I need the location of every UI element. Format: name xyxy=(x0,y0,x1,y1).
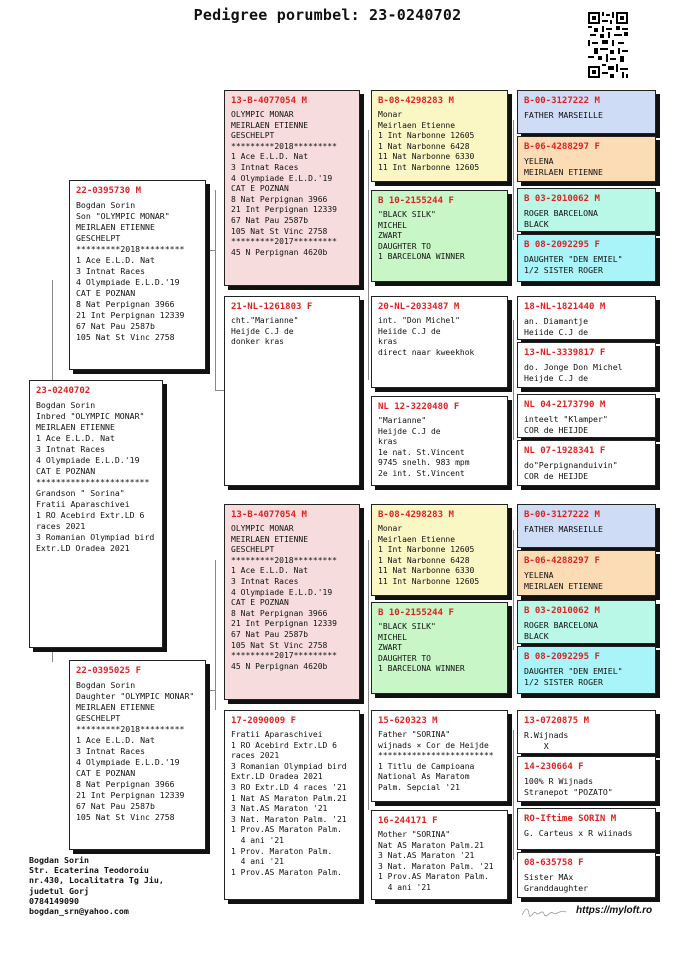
gen3-card[interactable] xyxy=(371,810,508,900)
ring-number: B 10-2155244 F xyxy=(378,608,454,618)
pedigree-notes: YELENA MEIRLAEN ETIENNE xyxy=(524,156,603,177)
pedigree-notes: DAUGHTER "DEN EMIEL" 1/2 SISTER ROGER xyxy=(524,666,623,687)
pedigree-notes: G. Carteus x R wiinads xyxy=(524,828,633,838)
pedigree-notes: do"Perpignanduivin" COR de HEIJDE xyxy=(524,460,618,481)
ring-number: 14-230664 F xyxy=(524,762,584,772)
website-link[interactable]: https://myloft.ro xyxy=(576,905,653,916)
connector-line xyxy=(215,190,216,390)
ring-number: 08-635758 F xyxy=(524,858,584,868)
pedigree-notes: Mother "SORINA" Nat AS Maraton Palm.21 3 Nat.AS Maraton '21 3 Nat. Maraton Palm. '21 1 Prov.AS Maraton Palm. 4 ani '21 xyxy=(378,830,494,892)
sire-card[interactable] xyxy=(69,180,206,370)
gen4-card[interactable] xyxy=(517,440,656,486)
connector-line xyxy=(368,540,369,810)
ring-number: 13-B-4077054 M xyxy=(231,96,307,106)
pedigree-notes: cht."Marianne" Heijde C.J de donker kras xyxy=(231,316,299,347)
pedigree-notes: do. Jonge Don Michel Heijde C.J de xyxy=(524,362,623,383)
pedigree-notes: YELENA MEIRLAEN ETIENNE xyxy=(524,570,603,591)
gen4-card[interactable] xyxy=(517,504,656,548)
connector-line xyxy=(207,250,215,251)
gen4-card[interactable] xyxy=(517,756,656,802)
subject-card[interactable] xyxy=(29,380,163,648)
gen3-card[interactable] xyxy=(371,504,508,596)
ring-number: 17-2090009 F xyxy=(231,716,297,726)
owner-contact: Bogdan Sorin Str. Ecaterina Teodoroiu nr.430, Localitatra Tg Jiu, judetul Gorj 0784149090 bogdan_srn@yahoo.com xyxy=(29,855,164,917)
gen4-card[interactable] xyxy=(517,90,656,134)
connector-line xyxy=(52,650,53,662)
gen2-card-dam-sire[interactable] xyxy=(224,504,360,700)
pedigree-notes: inteelt "Klamper" COR de HEIJDE xyxy=(524,414,608,435)
ring-number: 16-244171 F xyxy=(378,816,438,826)
pedigree-notes: int. "Don Michel" Heiide C.J de kras direct naar kweekhok xyxy=(378,316,475,357)
gen3-card[interactable] xyxy=(371,710,508,802)
ring-number: B-06-4288297 F xyxy=(524,556,600,566)
ring-number: 20-NL-2033487 M xyxy=(378,302,460,312)
ring-number: 13-NL-3339817 F xyxy=(524,348,606,358)
ring-number: 15-620323 M xyxy=(378,716,438,726)
pedigree-notes: Bogdan Sorin Son "OLYMPIC MONAR" MEIRLAEN ETIENNE GESCHELPT *********2018********* 1 Ace E.L.D. Nat 3 Intnat Races 4 Olympiade E.L.D.'19 CAT E POZNAN 8 Nat Perpignan 3966 21 Int Perpignan 12339 67 Nat Pau 2587b 105 Nat St Vinc 2758 xyxy=(76,200,185,342)
pedigree-notes: FATHER MARSEILLE xyxy=(524,524,603,534)
gen3-card[interactable] xyxy=(371,90,508,182)
gen4-card[interactable] xyxy=(517,136,656,182)
pedigree-notes: Monar Meirlaen Etienne 1 Int Narbonne 12605 1 Nat Narbonne 6428 11 Nat Narbonne 6330 11 Int Narbonne 12605 xyxy=(378,524,480,586)
pedigree-notes: Fratii Aparaschivei 1 RO Acebird Extr.LD 6 races 2021 3 Romanian Olympiad bird Extr.LD Oradea 2021 3 RO Extr.LD 4 races '21 1 Nat AS Maraton Palm.21 3 Nat.AS Maraton '21 3 Nat. Maraton Palm. '21 1 Prov.AS Maraton Palm. 4 ani '21 1 Prov. Maraton Palm. 4 ani '21 1 Prov.AS Maraton Palm. xyxy=(231,730,347,877)
gen4-card[interactable] xyxy=(517,808,656,850)
gen4-card[interactable] xyxy=(517,550,656,596)
ring-number: B-00-3127222 M xyxy=(524,510,600,520)
ring-number: B 03-2010062 M xyxy=(524,606,600,616)
ring-number: B 08-2092295 F xyxy=(524,240,600,250)
gen3-card[interactable] xyxy=(371,602,508,694)
ring-number: 23-0240702 xyxy=(36,386,91,396)
gen4-card[interactable] xyxy=(517,234,656,282)
pedigree-notes: "Marianne" Heijde C.J de kras 1e nat. St.Vincent 9745 snelh. 983 mpm 2e int. St.Vincent xyxy=(378,416,470,478)
pedigree-notes: FATHER MARSEILLE xyxy=(524,110,603,120)
connector-line xyxy=(513,120,514,240)
pedigree-notes: Bogdan Sorin Daughter "OLYMPIC MONAR" MEIRLAEN ETIENNE GESCHELPT *********2018********* 1 Ace E.L.D. Nat 3 Intnat Races 4 Olympiade E.L.D.'19 CAT E POZNAN 8 Nat Perpignan 3966 21 Int Perpignan 12339 67 Nat Pau 2587b 105 Nat St Vinc 2758 xyxy=(76,680,195,822)
connector-line xyxy=(52,280,53,382)
pedigree-notes: OLYMPIC MONAR MEIRLAEN ETIENNE GESCHELPT *********2018********* 1 Ace E.L.D. Nat 3 Intnat Races 4 Olympiade E.L.D.'19 CAT E POZNAN 8 Nat Perpignan 3966 21 Int Perpignan 12339 67 Nat Pau 2587b 105 Nat St Vinc 2758 *********2017********* 45 N Perpignan 4620b xyxy=(231,110,337,257)
gen4-card[interactable] xyxy=(517,646,656,694)
ring-number: 18-NL-1821440 M xyxy=(524,302,606,312)
connector-line xyxy=(513,320,514,440)
ring-number: B-00-3127222 M xyxy=(524,96,600,106)
connector-line xyxy=(513,530,514,650)
pedigree-notes: ROGER BARCELONA BLACK xyxy=(524,620,598,641)
gen4-card[interactable] xyxy=(517,600,656,644)
gen4-card[interactable] xyxy=(517,394,656,438)
pedigree-notes: 100% R Wijnads Stranepot "POZATO" xyxy=(524,776,613,797)
gen4-card[interactable] xyxy=(517,342,656,388)
ring-number: B 03-2010062 M xyxy=(524,194,600,204)
gen4-card[interactable] xyxy=(517,710,656,754)
ring-number: B 08-2092295 F xyxy=(524,652,600,662)
pedigree-notes: Monar Meirlaen Etienne 1 Int Narbonne 12605 1 Nat Narbonne 6428 11 Nat Narbonne 6330 11 Int Narbonne 12605 xyxy=(378,110,480,172)
ring-number: RO-Iftime SORIN M xyxy=(524,814,617,824)
ring-number: NL 04-2173790 M xyxy=(524,400,606,410)
ring-number: NL 07-1928341 F xyxy=(524,446,606,456)
ring-number: 22-0395730 M xyxy=(76,186,142,196)
pedigree-notes: OLYMPIC MONAR MEIRLAEN ETIENNE GESCHELPT *********2018********* 1 Ace E.L.D. Nat 3 Intnat Races 4 Olympiade E.L.D.'19 CAT E POZNAN 8 Nat Perpignan 3966 21 Int Perpignan 12339 67 Nat Pau 2587b 105 Nat St Vinc 2758 *********2017********* 45 N Perpignan 4620b xyxy=(231,524,337,671)
pedigree-notes: Bogdan Sorin Inbred "OLYMPIC MONAR" MEIRLAEN ETIENNE 1 Ace E.L.D. Nat 3 Intnat Races 4 Olympiade E.L.D.'19 CAT E POZNAN *********************** Grandson " Sorina" Fratii Aparaschivei 1 RO Acebird Extr.LD 6 races 2021 3 Romanian Olympiad bird Extr.LD Oradea 2021 xyxy=(36,400,155,553)
ring-number: B-08-4298283 M xyxy=(378,510,454,520)
gen4-card[interactable] xyxy=(517,188,656,232)
ring-number: B-06-4288297 F xyxy=(524,142,600,152)
ring-number: 21-NL-1261803 F xyxy=(231,302,313,312)
pedigree-notes: DAUGHTER "DEN EMIEL" 1/2 SISTER ROGER xyxy=(524,254,623,275)
connector-line xyxy=(513,730,514,860)
page-title: Pedigree porumbel: 23-0240702 xyxy=(193,6,462,24)
ring-number: B-08-4298283 M xyxy=(378,96,454,106)
connector-line xyxy=(207,690,215,691)
ring-number: NL 12-3220480 F xyxy=(378,402,460,412)
qr-code xyxy=(588,12,628,78)
ring-number: 22-0395025 F xyxy=(76,666,142,676)
gen3-card[interactable] xyxy=(371,296,508,388)
gen2-card-sire-sire[interactable] xyxy=(224,90,360,286)
pedigree-notes: Father "SORINA" wijnads × Cor de Heijde ************************ 1 Titlu de Campioana National As Maratom Palm. Sepcial '21 xyxy=(378,730,494,792)
pedigree-notes: ROGER BARCELONA BLACK xyxy=(524,208,598,229)
connector-line xyxy=(215,560,216,710)
pedigree-notes: "BLACK SILK" MICHEL ZWART DAUGHTER TO 1 BARCELONA WINNER xyxy=(378,210,465,262)
gen2-card-dam-dam[interactable] xyxy=(224,710,360,900)
signature xyxy=(520,904,568,918)
ring-number: 13-B-4077054 M xyxy=(231,510,307,520)
pedigree-notes: Sister MAx Granddaughter xyxy=(524,872,589,893)
ring-number: 13-0720875 M xyxy=(524,716,590,726)
pedigree-notes: an. Diamantje Heiide C.J de xyxy=(524,316,589,337)
ring-number: B 10-2155244 F xyxy=(378,196,454,206)
pedigree-notes: "BLACK SILK" MICHEL ZWART DAUGHTER TO 1 BARCELONA WINNER xyxy=(378,622,465,674)
connector-line xyxy=(368,130,369,380)
gen2-card-sire-dam[interactable] xyxy=(224,296,360,486)
gen3-card[interactable] xyxy=(371,396,508,486)
pedigree-notes: R.Wijnads X xyxy=(524,730,569,751)
dam-card[interactable] xyxy=(69,660,206,850)
gen4-card[interactable] xyxy=(517,296,656,340)
gen3-card[interactable] xyxy=(371,190,508,282)
gen4-card[interactable] xyxy=(517,852,656,898)
